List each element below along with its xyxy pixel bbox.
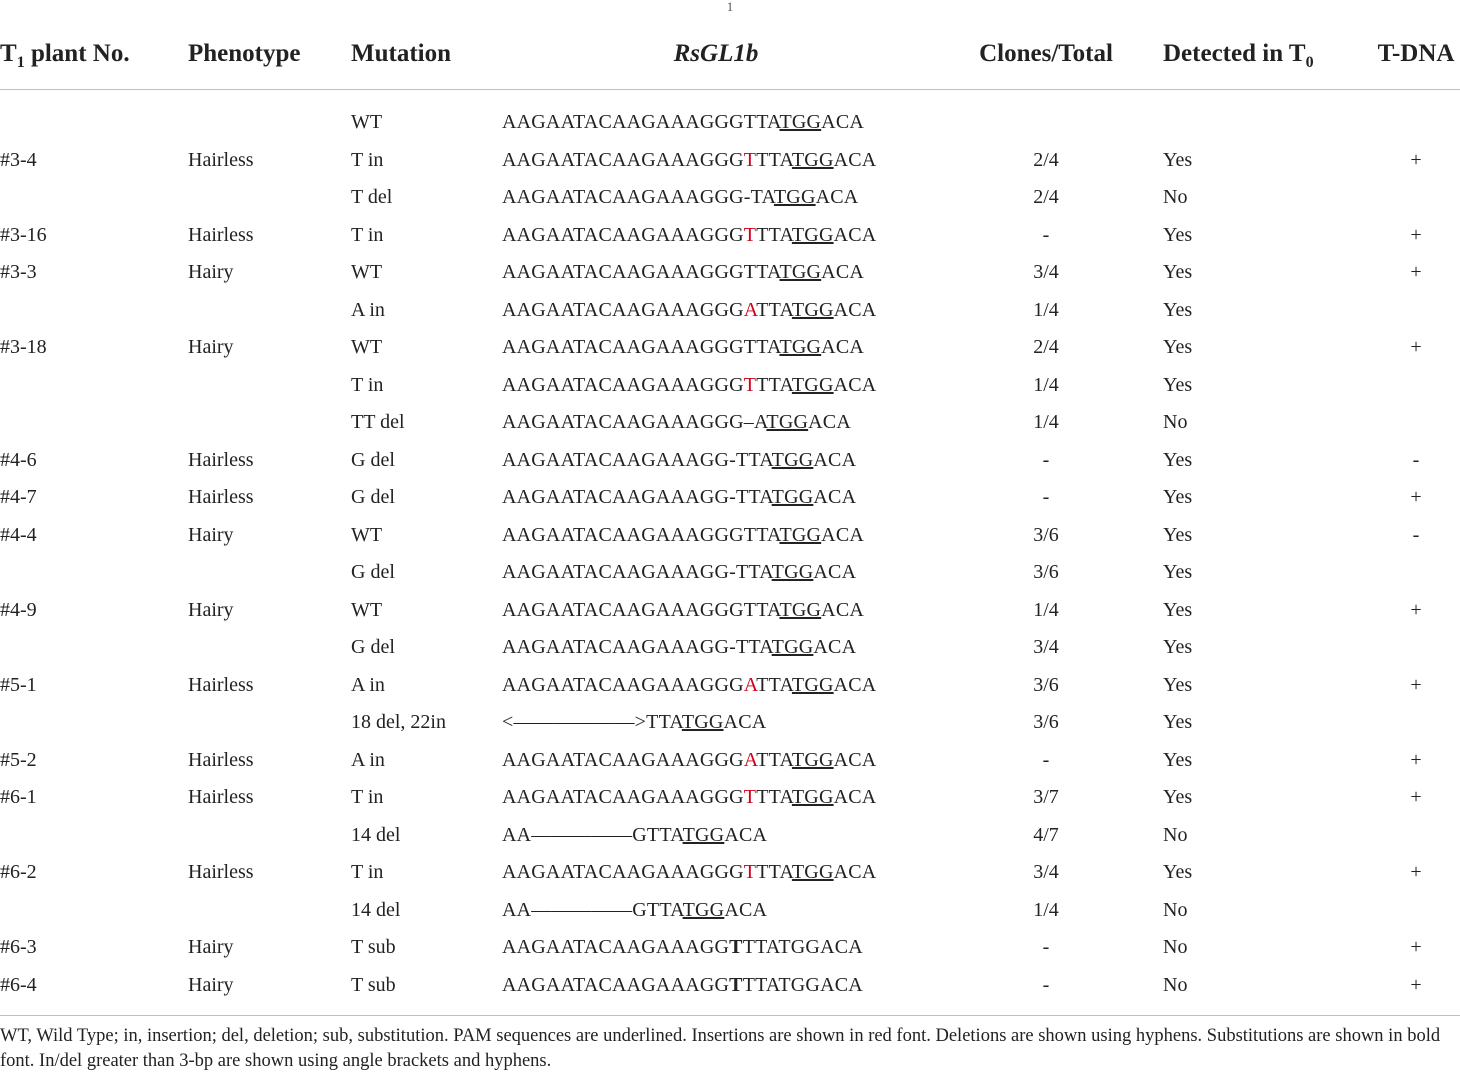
pam-segment: TGG [682,898,725,921]
pam-segment: TGG [771,486,814,508]
table-row [0,142,1460,180]
cell-plant-no: #6-3 [0,936,37,958]
sequence-segment: AAGAATACAAGAAAGGG [502,373,744,396]
sequence-segment: TTA [756,298,792,321]
cell-sequence [502,936,863,959]
table-row [0,367,1460,405]
header-tdna: T-DNA [1377,40,1455,67]
cell-sequence [502,149,876,172]
table-row [0,892,1460,930]
cell-detected: Yes [1163,523,1193,546]
sequence-segment: AAGAATACAAGAAAGGG [502,223,744,246]
cell-sequence [502,899,767,922]
cell-sequence [502,449,856,472]
sequence-segment: ACA [724,898,768,921]
cell-mutation: T del [351,186,393,208]
cell-phenotype: Hairless [188,148,254,171]
cell-detected: No [1163,898,1188,921]
substitution-base: T [729,973,743,996]
table-row [0,854,1460,892]
cell-mutation: G del [351,448,395,471]
cell-plant-no: #6-1 [0,786,37,808]
cell-mutation: 14 del [351,823,401,846]
cell-detected: Yes [1163,223,1193,246]
table-row [0,592,1460,630]
cell-tdna: + [1410,748,1422,771]
cell-phenotype: Hairy [188,936,234,958]
sequence-segment: ACA [813,448,857,471]
cell-sequence [502,786,876,809]
sequence-segment: AAGAATACAAGAAAGGGTTA [502,111,780,133]
pam-segment: TGG [766,411,809,433]
cell-phenotype: Hairless [188,448,254,471]
cell-detected: No [1163,973,1188,996]
sequence-segment: ACA [724,823,768,846]
sequence-segment: TTA [756,148,792,171]
sequence-segment: ACA [821,523,864,546]
cell-clones-total: 1/4 [1033,411,1059,433]
cell-detected: Yes [1163,598,1193,621]
sequence-segment: AAGAATACAAGAAAGGG [502,748,744,771]
cell-phenotype: Hairless [188,673,254,696]
pam-segment: TGG [791,223,834,246]
cell-clones-total: 3/6 [1033,561,1059,583]
insertion-base: T [743,223,757,246]
pam-segment: TGG [791,748,834,771]
cell-plant-no: #6-4 [0,973,37,996]
header-rule [0,89,1460,90]
table-header [0,26,1460,90]
cell-sequence [502,749,876,772]
sequence-segment: TTA [756,861,792,883]
pam-segment: TGG [773,186,816,208]
cell-sequence [502,824,767,847]
cell-sequence [502,599,864,622]
cell-clones-total: 3/6 [1033,673,1059,696]
cell-plant-no: #4-9 [0,598,37,621]
pam-segment: TGG [771,636,814,658]
table-row [0,967,1460,1005]
sequence-segment: ACA [833,748,877,771]
cell-mutation: G del [351,486,395,508]
cell-tdna: + [1410,148,1422,171]
cell-sequence [502,524,864,547]
cell-sequence [502,711,766,734]
cell-mutation: WT [351,523,383,546]
sequence-segment: ACA [833,223,877,246]
cell-detected: Yes [1163,261,1193,283]
sequence-segment: AA—————GTTA [502,823,683,846]
cell-plant-no: #5-1 [0,673,37,696]
cell-sequence [502,336,864,359]
cell-detected: Yes [1163,336,1193,358]
header-phenotype: Phenotype [188,40,301,67]
insertion-base: A [743,673,757,696]
table-row [0,817,1460,855]
pam-segment: TGG [791,786,834,808]
cell-detected: Yes [1163,861,1193,883]
cell-mutation: 14 del [351,898,401,921]
pam-segment: TGG [682,823,725,846]
cell-mutation: WT [351,261,383,283]
table-row [0,292,1460,330]
cell-mutation: T in [351,786,384,808]
cell-detected: Yes [1163,148,1193,171]
sequence-segment: AAGAATACAAGAAAGGG–A [502,411,767,433]
cell-sequence [502,374,876,397]
pam-segment: TGG [779,598,822,621]
cell-mutation: T sub [351,973,396,996]
sequence-segment: TTATGGACA [742,936,863,958]
cell-plant-no: #4-7 [0,486,37,508]
cell-tdna: + [1410,673,1422,696]
sequence-segment: ACA [815,186,859,208]
sequence-segment: AAGAATACAAGAAAGGG-TA [502,186,774,208]
sequence-segment: TTA [756,748,792,771]
cell-detected: Yes [1163,561,1193,583]
cell-detected: Yes [1163,636,1193,658]
cell-mutation: T in [351,373,384,396]
cell-tdna: - [1412,523,1420,546]
cell-clones-total: - [1042,486,1050,508]
cell-phenotype: Hairless [188,486,254,508]
cell-sequence [502,486,856,509]
cell-mutation: WT [351,598,383,621]
cell-clones-total: 1/4 [1033,598,1059,621]
cell-sequence [502,111,864,134]
sequence-segment: ACA [833,373,877,396]
sequence-segment: ACA [833,786,877,808]
sequence-segment: <——————>TTA [502,711,682,733]
sequence-segment: AAGAATACAAGAAAGG-TTA [502,486,772,508]
cell-tdna: + [1410,486,1422,508]
cell-clones-total: 3/4 [1033,861,1059,883]
sequence-segment: AAGAATACAAGAAAGGG [502,148,744,171]
sequence-segment: AAGAATACAAGAAAGGG [502,861,744,883]
cell-sequence [502,561,856,584]
sequence-segment: AAGAATACAAGAAAGGGTTA [502,261,780,283]
cell-tdna: + [1410,973,1422,996]
cell-sequence [502,261,864,284]
cell-clones-total: - [1042,748,1050,771]
pam-segment: TGG [771,448,814,471]
cell-detected: No [1163,411,1188,433]
pam-segment: TGG [779,336,822,358]
table-row [0,404,1460,442]
cell-plant-no: #3-16 [0,223,47,246]
header-mutation: Mutation [351,40,451,67]
cell-plant-no: #4-6 [0,448,37,471]
cell-mutation: TT del [351,411,405,433]
cell-phenotype: Hairy [188,973,234,996]
table-row [0,442,1460,480]
header-sequence: RsGL1b [673,40,759,67]
cell-mutation: A in [351,748,385,771]
insertion-base: A [743,298,757,321]
insertion-base: T [743,373,757,396]
cell-mutation: G del [351,636,395,658]
cell-sequence [502,861,876,884]
sequence-segment: TTA [756,786,792,808]
table-row [0,554,1460,592]
cell-tdna: + [1410,786,1422,808]
table-row [0,104,1460,142]
sequence-segment: AAGAATACAAGAAAGG [502,973,730,996]
pam-segment: TGG [771,561,814,583]
cell-mutation: T in [351,148,384,171]
table-footnote: WT, Wild Type; in, insertion; del, deletion; sub, substitution. PAM sequences are underlined. Insertions are shown in red font. Deletions are shown using hyphens. Substitutions are shown in bold font. In/del greater than 3-bp are shown using angle brackets and hyphens. [0,1026,1441,1071]
cell-sequence [502,636,856,659]
cell-clones-total: 3/6 [1033,711,1059,733]
sequence-segment: AA—————GTTA [502,898,683,921]
pam-segment: TGG [779,261,822,283]
cell-mutation: T in [351,861,384,883]
sequence-segment: AAGAATACAAGAAAGG-TTA [502,636,772,658]
cell-clones-total: 3/4 [1033,636,1059,658]
cell-mutation: WT [351,336,383,358]
cell-detected: Yes [1163,373,1193,396]
sequence-segment: AAGAATACAAGAAAGGG [502,298,744,321]
cell-clones-total: - [1042,448,1050,471]
cell-clones-total: - [1042,936,1050,958]
cell-detected: Yes [1163,786,1193,808]
cell-tdna: + [1410,861,1422,883]
header-detected: Detected in $T_0$ [1163,40,1314,71]
cell-tdna: + [1410,936,1422,958]
pam-segment: TGG [681,711,724,733]
cell-sequence [502,974,863,997]
cell-detected: Yes [1163,486,1193,508]
cell-detected: Yes [1163,748,1193,771]
cell-clones-total: 1/4 [1033,898,1059,921]
insertion-base: A [743,748,757,771]
table-row [0,929,1460,967]
bottom-rule [0,1015,1460,1016]
table-row [0,329,1460,367]
sequence-segment: AAGAATACAAGAAAGGGTTA [502,523,780,546]
sequence-segment: ACA [813,561,857,583]
table-row [0,779,1460,817]
table-row [0,179,1460,217]
sequence-segment: AAGAATACAAGAAAGGG [502,673,744,696]
cell-tdna: + [1410,261,1422,283]
sequence-segment: AAGAATACAAGAAAGGGTTA [502,336,780,358]
cell-clones-total: 1/4 [1033,373,1059,396]
insertion-base: T [743,786,757,808]
cell-phenotype: Hairy [188,598,234,621]
cell-clones-total: 3/4 [1033,261,1059,283]
cell-detected: No [1163,186,1188,208]
sequence-segment: ACA [813,486,857,508]
pam-segment: TGG [791,673,834,696]
cell-detected: No [1163,823,1188,846]
cell-phenotype: Hairless [188,748,254,771]
cell-plant-no: #4-4 [0,523,37,546]
cell-mutation: 18 del, 22in [351,711,446,733]
cell-clones-total: - [1042,973,1050,996]
sequence-segment: AAGAATACAAGAAAGG-TTA [502,448,772,471]
cell-phenotype: Hairless [188,861,254,883]
header-clones-total: Clones/Total [979,40,1113,67]
page-number: 1 [726,0,734,14]
substitution-base: T [729,936,743,958]
cell-plant-no: #3-3 [0,261,37,283]
sequence-segment: ACA [833,148,877,171]
sequence-segment: ACA [821,598,864,621]
sequence-segment: AAGAATACAAGAAAGGGTTA [502,598,780,621]
cell-detected: Yes [1163,298,1193,321]
table-row [0,217,1460,255]
insertion-base: T [743,861,757,883]
pam-segment: TGG [791,861,834,883]
sequence-segment: AAGAATACAAGAAAGGG [502,786,744,808]
sequence-segment: TTA [756,673,792,696]
cell-mutation: T sub [351,936,396,958]
cell-sequence [502,411,851,434]
cell-mutation: A in [351,673,385,696]
cell-detected: Yes [1163,711,1193,733]
sequence-segment: ACA [821,261,864,283]
sequence-segment: TTA [756,373,792,396]
cell-clones-total: 4/7 [1033,823,1059,846]
table-row [0,704,1460,742]
table-row [0,667,1460,705]
cell-clones-total: - [1042,223,1050,246]
cell-clones-total: 2/4 [1033,186,1059,208]
cell-tdna: + [1410,336,1422,358]
cell-phenotype: Hairy [188,261,234,283]
cell-sequence [502,299,876,322]
cell-clones-total: 3/6 [1033,523,1059,546]
header-plant-no: $T_1$ plant No. [0,40,130,71]
cell-mutation: G del [351,561,395,583]
table-row [0,479,1460,517]
cell-clones-total: 2/4 [1033,336,1059,358]
sequence-segment: ACA [821,111,864,133]
sequence-segment: ACA [821,336,864,358]
sequence-segment: AAGAATACAAGAAAGG [502,936,730,958]
table-row [0,254,1460,292]
sequence-segment: AAGAATACAAGAAAGG-TTA [502,561,772,583]
sequence-segment: TTATGGACA [742,973,863,996]
cell-plant-no: #6-2 [0,861,37,883]
cell-clones-total: 1/4 [1033,298,1059,321]
cell-tdna: + [1410,223,1422,246]
pam-segment: TGG [791,148,834,171]
cell-phenotype: Hairless [188,786,254,808]
sequence-segment: TTA [756,223,792,246]
table-row [0,742,1460,780]
cell-phenotype: Hairless [188,223,254,246]
cell-phenotype: Hairy [188,523,234,546]
table-body [0,104,1460,1004]
sequence-segment: ACA [723,711,767,733]
sequence-segment: ACA [808,411,851,433]
cell-mutation: A in [351,298,385,321]
cell-clones-total: 2/4 [1033,148,1059,171]
pam-segment: TGG [779,523,822,546]
cell-plant-no: #5-2 [0,748,37,771]
cell-phenotype: Hairy [188,336,234,358]
insertion-base: T [743,148,757,171]
pam-segment: TGG [791,373,834,396]
sequence-segment: ACA [813,636,857,658]
pam-segment: TGG [779,111,822,133]
cell-sequence [502,674,876,697]
cell-detected: Yes [1163,448,1193,471]
cell-detected: Yes [1163,673,1193,696]
pam-segment: TGG [791,298,834,321]
cell-plant-no: #3-18 [0,336,47,358]
cell-sequence [502,224,876,247]
sequence-segment: ACA [833,673,877,696]
cell-clones-total: 3/7 [1033,786,1059,808]
cell-tdna: - [1412,448,1420,471]
mutation-table [0,26,1460,996]
table-row [0,517,1460,555]
cell-mutation: T in [351,223,384,246]
table-row [0,629,1460,667]
cell-plant-no: #3-4 [0,148,37,171]
cell-detected: No [1163,936,1188,958]
cell-sequence [502,186,858,209]
sequence-segment: ACA [833,861,877,883]
cell-mutation: WT [351,111,383,133]
sequence-segment: ACA [833,298,877,321]
cell-tdna: + [1410,598,1422,621]
